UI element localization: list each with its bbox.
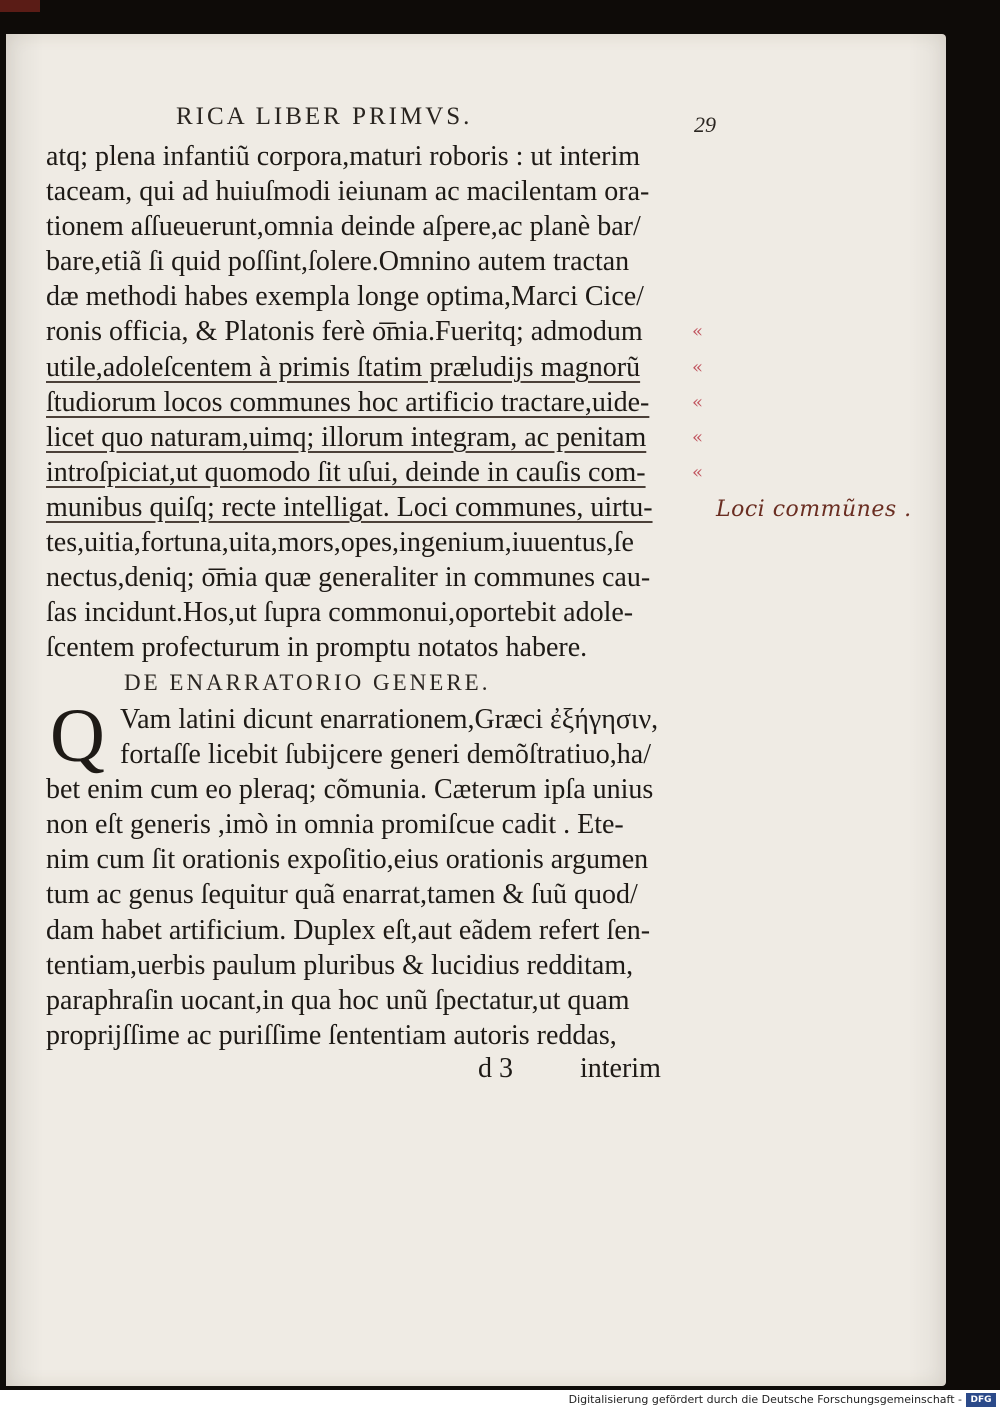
text-line bbox=[46, 139, 706, 174]
text-line-content: tes,uitia,fortuna,uita,mors,opes,ingenium,iuuentus,ſe bbox=[46, 527, 634, 559]
text-line-content: ronis officia, & Platonis ferè o͞mia.Fueritq; admodum bbox=[46, 316, 643, 348]
section-line: non eſt generis ,imò in omnia promiſcue cadit . Ete- bbox=[46, 809, 624, 841]
signature-mark: d 3 bbox=[478, 1053, 513, 1084]
section-line: fortaſſe licebit ſubijcere generi demõſtratiuo,ha/ bbox=[120, 739, 652, 771]
text-line-content: taceam, qui ad huiuſmodi ieiunam ac macilentam ora- bbox=[46, 176, 650, 208]
binding-corner bbox=[0, 0, 40, 12]
section-line: bet enim cum eo pleraq; cõmunia. Cæterum ipſa unius bbox=[46, 774, 654, 806]
text-line bbox=[46, 420, 706, 455]
text-line bbox=[46, 350, 706, 385]
section-line: proprijſſime ac puriſſime ſententiam autoris reddas, bbox=[46, 1019, 617, 1051]
dfg-logo: DFG bbox=[966, 1393, 996, 1407]
margin-annotation: Loci commũnes . bbox=[716, 497, 912, 522]
text-line bbox=[46, 244, 706, 279]
text-line-content: bare,etiã ſi quid poſſint,ſolere.Omnino autem tractan bbox=[46, 246, 630, 278]
text-line bbox=[46, 490, 706, 525]
text-line-content: ſtudiorum locos communes hoc artificio tractare,uide- bbox=[46, 386, 650, 418]
section-line: Vam latini dicunt enarrationem,Græci ἐξήγησιν, bbox=[120, 704, 659, 735]
marginal-red-mark: « bbox=[692, 356, 704, 378]
marginal-red-mark: « bbox=[692, 391, 704, 413]
text-line-content: utile,adoleſcentem à primis ſtatim præludijs magnorũ bbox=[46, 351, 641, 383]
body-text bbox=[46, 139, 706, 665]
text-line-content: licet quo naturam,uimq; illorum integram, ac penitam bbox=[46, 421, 647, 453]
section-line: tum ac genus ſequitur quã enarrat,tamen & ſuũ quod/ bbox=[46, 879, 638, 911]
section-heading: DE ENARRATORIO GENERE. bbox=[124, 670, 491, 695]
text-line bbox=[46, 174, 706, 209]
text-line bbox=[46, 595, 706, 630]
text-line bbox=[46, 385, 706, 420]
drop-capital: Q bbox=[50, 694, 105, 778]
running-title: RICA LIBER PRIMVS. bbox=[176, 103, 473, 130]
section-line: nim cum ſit orationis expoſitio,eius orationis argumen bbox=[46, 844, 649, 876]
section-line: dam habet artificium. Duplex eſt,aut eãdem refert ſen- bbox=[46, 914, 651, 946]
text-line-content: munibus quiſq; recte intelligat. Loci communes, uirtu- bbox=[46, 491, 653, 523]
text-line-content: ſcentem profecturum in promptu notatos habere. bbox=[46, 632, 588, 664]
text-line-content: atq; plena infantiũ corpora,maturi roboris : ut interim bbox=[46, 141, 641, 172]
section-text bbox=[46, 694, 706, 1053]
text-line-content: nectus,deniq; o͞mia quæ generaliter in communes cau- bbox=[46, 562, 651, 594]
marginal-red-mark: « bbox=[692, 461, 704, 483]
folio-number: 29 bbox=[694, 112, 716, 137]
text-line bbox=[46, 455, 706, 490]
text-line bbox=[46, 525, 706, 560]
catchword: interim bbox=[580, 1053, 661, 1084]
text-line bbox=[46, 209, 706, 244]
marginal-red-mark: « bbox=[692, 426, 704, 448]
section-line: paraphraſin uocant,in qua hoc unũ ſpectatur,ut quam bbox=[46, 984, 630, 1016]
text-line bbox=[46, 560, 706, 595]
text-line bbox=[46, 630, 706, 665]
text-line-content: ſas incidunt.Hos,ut ſupra commonui,oportebit adole- bbox=[46, 597, 634, 629]
footer-credit: Digitalisierung gefördert durch die Deutsche Forschungsgemeinschaft - bbox=[568, 1393, 962, 1406]
footer-bar bbox=[0, 1390, 1000, 1410]
text-line-content: dæ methodi habes exempla longe optima,Marci Cice/ bbox=[46, 281, 644, 313]
text-line bbox=[46, 314, 706, 349]
text-line-content: tionem aſſueuerunt,omnia deinde aſpere,ac planè bar/ bbox=[46, 211, 641, 243]
section-line: tentiam,uerbis paulum pluribus & lucidius redditam, bbox=[46, 949, 634, 981]
text-line bbox=[46, 279, 706, 314]
marginal-red-mark: « bbox=[692, 321, 704, 343]
text-line-content: introſpiciat,ut quomodo ſit uſui, deinde in cauſis com- bbox=[46, 456, 646, 488]
